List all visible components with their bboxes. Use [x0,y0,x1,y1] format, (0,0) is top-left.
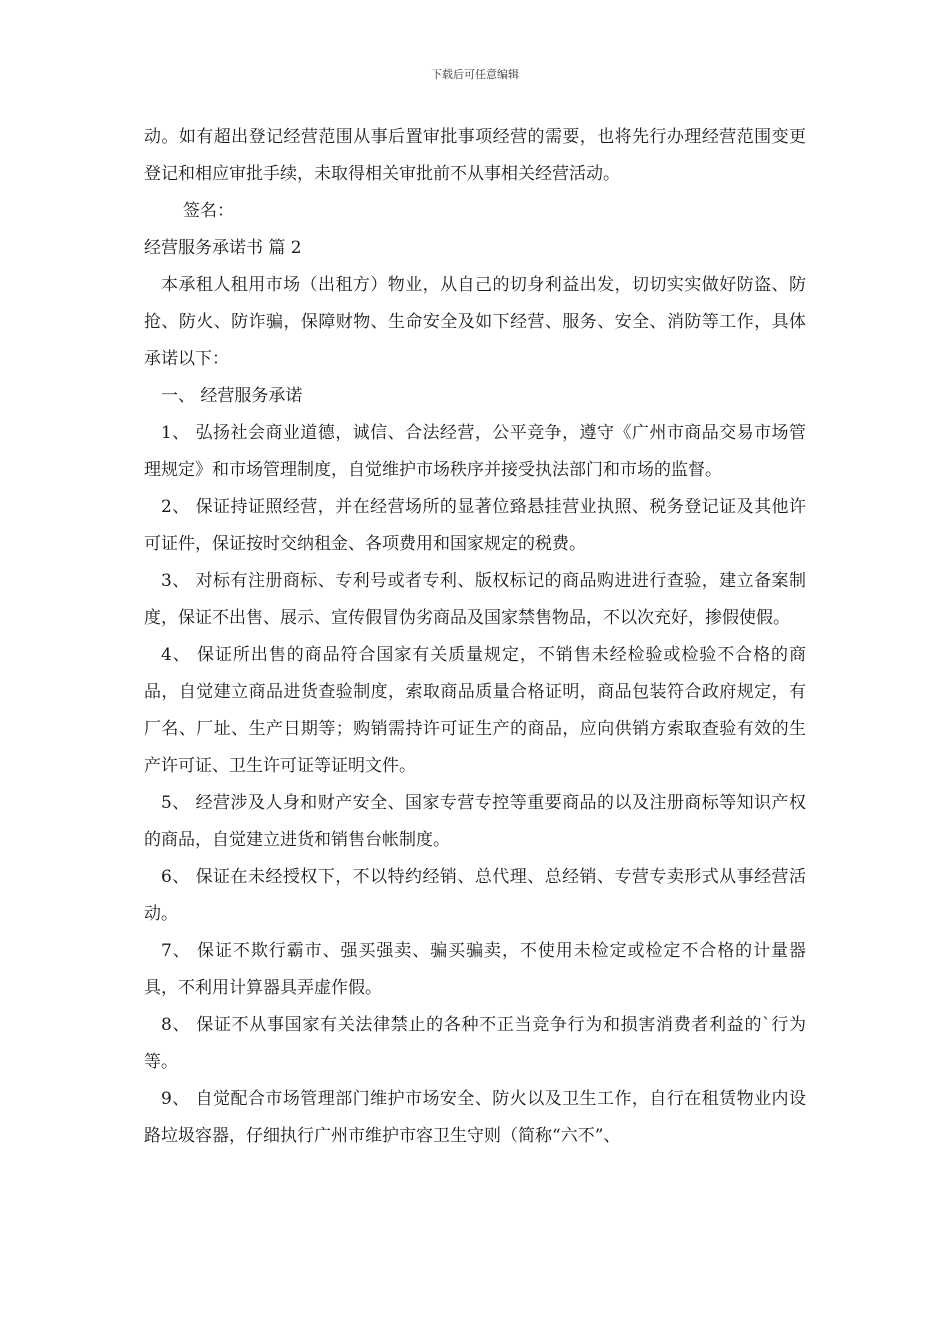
list-item-7: 7、 保证不欺行霸市、强买强卖、骗买骗卖，不使用未检定或检定不合格的计量器具，不利用计算器具弄虚作假。 [144,941,806,998]
subsection-heading: 一、 经营服务承诺 [161,386,303,406]
list-item-8: 8、 保证不从事国家有关法律禁止的各种不正当竞争行为和损害消费者利益的`行为等。 [144,1015,806,1072]
document-body [144,119,806,1155]
list-item-9: 9、 自觉配合市场管理部门维护市场安全、防火以及卫生工作，自行在租赁物业内设路垃圾容器，仔细执行广州市维护市容卫生守则（简称“六不”、 [144,1089,806,1146]
section-heading: 经营服务承诺书 篇 2 [144,238,302,258]
list-item-4: 4、 保证所出售的商品符合国家有关质量规定，不销售未经检验或检验不合格的商品，自觉建立商品进货查验制度，索取商品质量合格证明，商品包装符合政府规定，有厂名、厂址、生产日期等；购销需持许可证生产的商品，应向供销方索取查验有效的生产许可证、卫生许可证等证明文件。 [144,645,806,776]
signature-line: 签名： [183,201,234,221]
paragraph-continuation: 动。如有超出登记经营范围从事后置审批事项经营的需要，也将先行办理经营范围变更登记和相应审批手续，未取得相关审批前不从事相关经营活动。 [144,127,806,184]
list-item-5: 5、 经营涉及人身和财产安全、国家专营专控等重要商品的以及注册商标等知识产权的商品，自觉建立进货和销售台帐制度。 [144,793,806,850]
list-item-1: 1、 弘扬社会商业道德，诚信、合法经营，公平竞争，遵守《广州市商品交易市场管理规定》和市场管理制度，自觉维护市场秩序并接受执法部门和市场的监督。 [144,423,806,480]
page-header: 下载后可任意编辑 [431,68,519,81]
list-item-3: 3、 对标有注册商标、专利号或者专利、版权标记的商品购进进行查验，建立备案制度，保证不出售、展示、宣传假冒伪劣商品及国家禁售物品，不以次充好，掺假使假。 [144,571,806,628]
list-item-6: 6、 保证在未经授权下，不以特约经销、总代理、总经销、专营专卖形式从事经营活动。 [144,867,806,924]
list-item-2: 2、 保证持证照经营，并在经营场所的显著位臵悬挂营业执照、税务登记证及其他许可证件，保证按时交纳租金、各项费用和国家规定的税费。 [144,497,806,554]
paragraph-intro: 本承租人租用市场（出租方）物业，从自己的切身利益出发，切切实实做好防盗、防抢、防火、防诈骗，保障财物、生命安全及如下经营、服务、安全、消防等工作，具体承诺以下： [144,275,806,369]
